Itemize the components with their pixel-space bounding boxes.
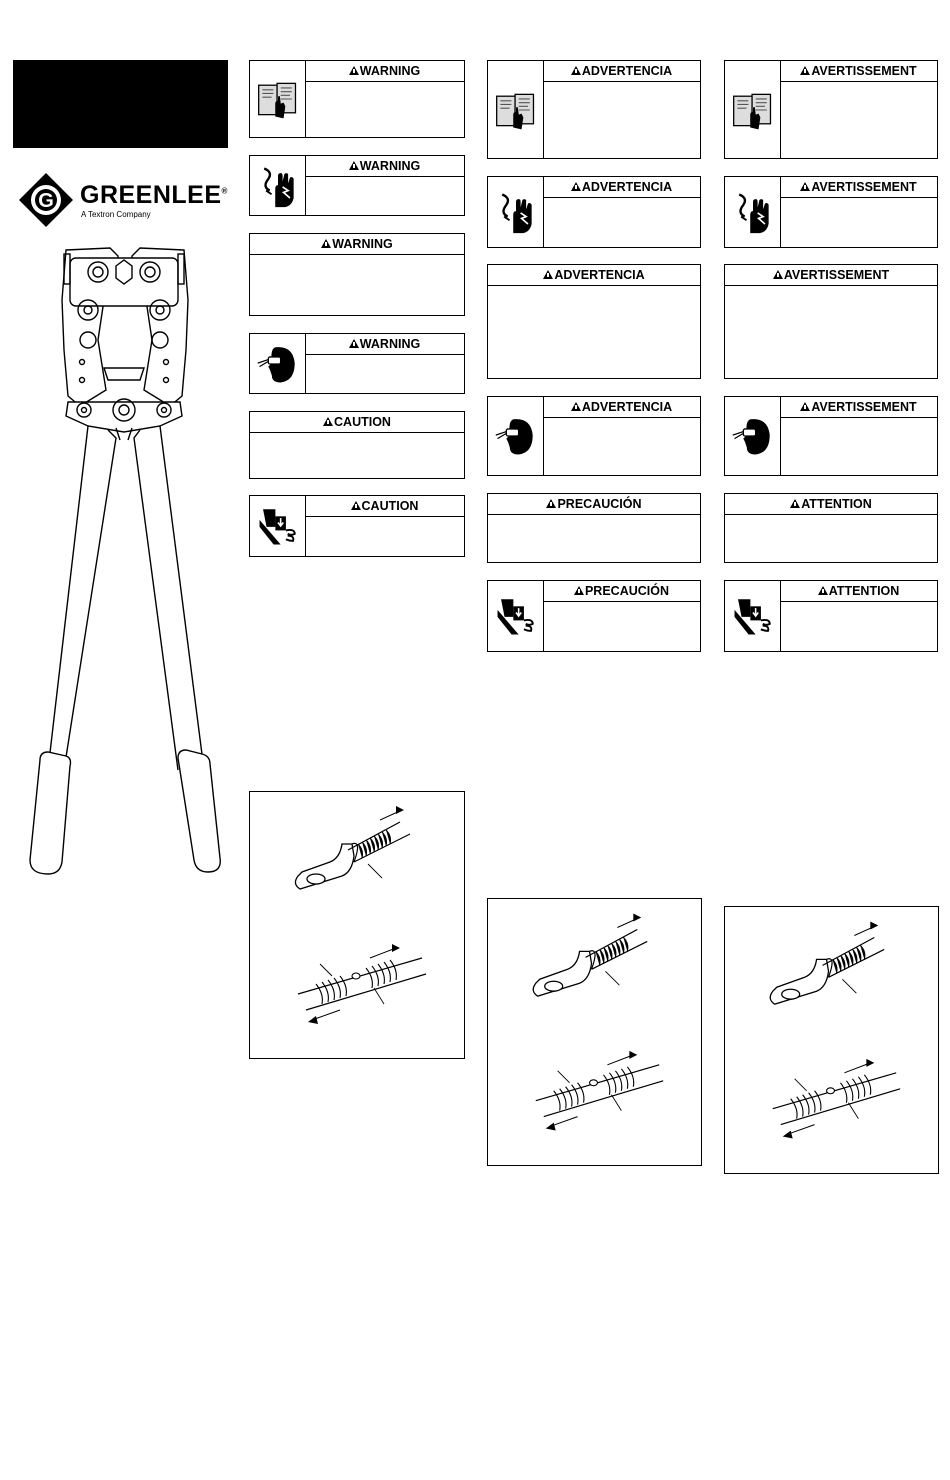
warning-eye-en — [249, 333, 465, 394]
warning-triangle-icon — [323, 417, 333, 426]
warning-triangle-icon — [818, 586, 828, 595]
caution-general-en — [249, 411, 465, 479]
caution-heading: PRECAUCIÓN — [584, 584, 670, 598]
lug-and-splice-illustration — [725, 907, 938, 1173]
warning-heading: AVERTISSEMENT — [811, 180, 917, 194]
caution-pinch-en — [249, 495, 465, 557]
warning-heading: ADVERTENCIA — [581, 180, 673, 194]
lug-and-splice-illustration — [250, 792, 464, 1058]
read-manual-icon — [730, 87, 776, 133]
pinch-point-icon — [731, 594, 775, 638]
warning-triangle-icon — [571, 66, 581, 75]
read-manual-icon — [493, 87, 539, 133]
warning-general-fr — [724, 264, 938, 379]
warning-triangle-icon — [571, 402, 581, 411]
warning-triangle-icon — [349, 161, 359, 170]
brand-name: GREENLEE — [80, 181, 222, 209]
warning-eye-fr — [724, 396, 938, 476]
warning-triangle-icon — [571, 182, 581, 191]
crimp-figure-en — [249, 791, 465, 1059]
warning-triangle-icon — [800, 402, 810, 411]
warning-heading: AVERTISSEMENT — [811, 64, 917, 78]
warning-shock-es — [487, 176, 701, 248]
warning-triangle-icon — [800, 66, 810, 75]
warning-heading: ADVERTENCIA — [581, 400, 673, 414]
warning-triangle-icon — [349, 66, 359, 75]
electric-shock-icon — [730, 189, 776, 235]
warning-triangle-icon — [790, 499, 800, 508]
caution-heading: CAUTION — [361, 499, 419, 513]
warning-triangle-icon — [321, 239, 331, 248]
warning-heading: AVERTISSEMENT — [783, 268, 890, 282]
warning-triangle-icon — [351, 501, 361, 510]
logo-letter: G — [38, 190, 54, 212]
electric-shock-icon — [493, 189, 539, 235]
caution-general-fr — [724, 493, 938, 563]
warning-heading: WARNING — [332, 237, 393, 251]
caution-pinch-fr — [724, 580, 938, 652]
warning-triangle-icon — [546, 499, 556, 508]
warning-manual-es — [487, 60, 701, 159]
warning-heading: ADVERTENCIA — [554, 268, 645, 282]
caution-heading: ATTENTION — [828, 584, 900, 598]
title-block — [13, 60, 228, 148]
warning-shock-fr — [724, 176, 938, 248]
warning-manual-en — [249, 60, 465, 138]
warning-triangle-icon — [543, 270, 553, 279]
caution-pinch-es — [487, 580, 701, 652]
warning-triangle-icon — [349, 339, 359, 348]
warning-shock-en — [249, 155, 465, 216]
brand-tagline: A Textron Company — [81, 210, 151, 219]
crimp-figure-es — [487, 898, 702, 1166]
eye-protection-icon — [731, 414, 775, 458]
warning-general-en — [249, 233, 465, 316]
warning-heading: ADVERTENCIA — [581, 64, 673, 78]
warning-triangle-icon — [773, 270, 783, 279]
crimping-tool-illustration — [20, 240, 230, 880]
warning-heading: WARNING — [359, 64, 421, 78]
warning-manual-fr — [724, 60, 938, 159]
eye-protection-icon — [256, 342, 300, 386]
warning-heading: WARNING — [359, 337, 421, 351]
caution-heading: ATTENTION — [801, 497, 872, 511]
warning-triangle-icon — [800, 182, 810, 191]
warning-heading: AVERTISSEMENT — [811, 400, 917, 414]
crimp-figure-fr — [724, 906, 939, 1174]
caution-heading: PRECAUCIÓN — [557, 497, 642, 511]
read-manual-icon — [255, 76, 301, 122]
warning-triangle-icon — [574, 586, 584, 595]
warning-heading: WARNING — [359, 159, 421, 173]
warning-eye-es — [487, 396, 701, 476]
eye-protection-icon — [494, 414, 538, 458]
registered-mark: ® — [221, 186, 228, 196]
warning-general-es — [487, 264, 701, 379]
caution-general-es — [487, 493, 701, 563]
greenlee-logo-icon — [18, 172, 74, 228]
pinch-point-icon — [256, 504, 300, 548]
caution-heading: CAUTION — [334, 415, 391, 429]
pinch-point-icon — [494, 594, 538, 638]
lug-and-splice-illustration — [488, 899, 701, 1165]
greenlee-logo — [18, 172, 228, 228]
electric-shock-icon — [255, 163, 301, 209]
